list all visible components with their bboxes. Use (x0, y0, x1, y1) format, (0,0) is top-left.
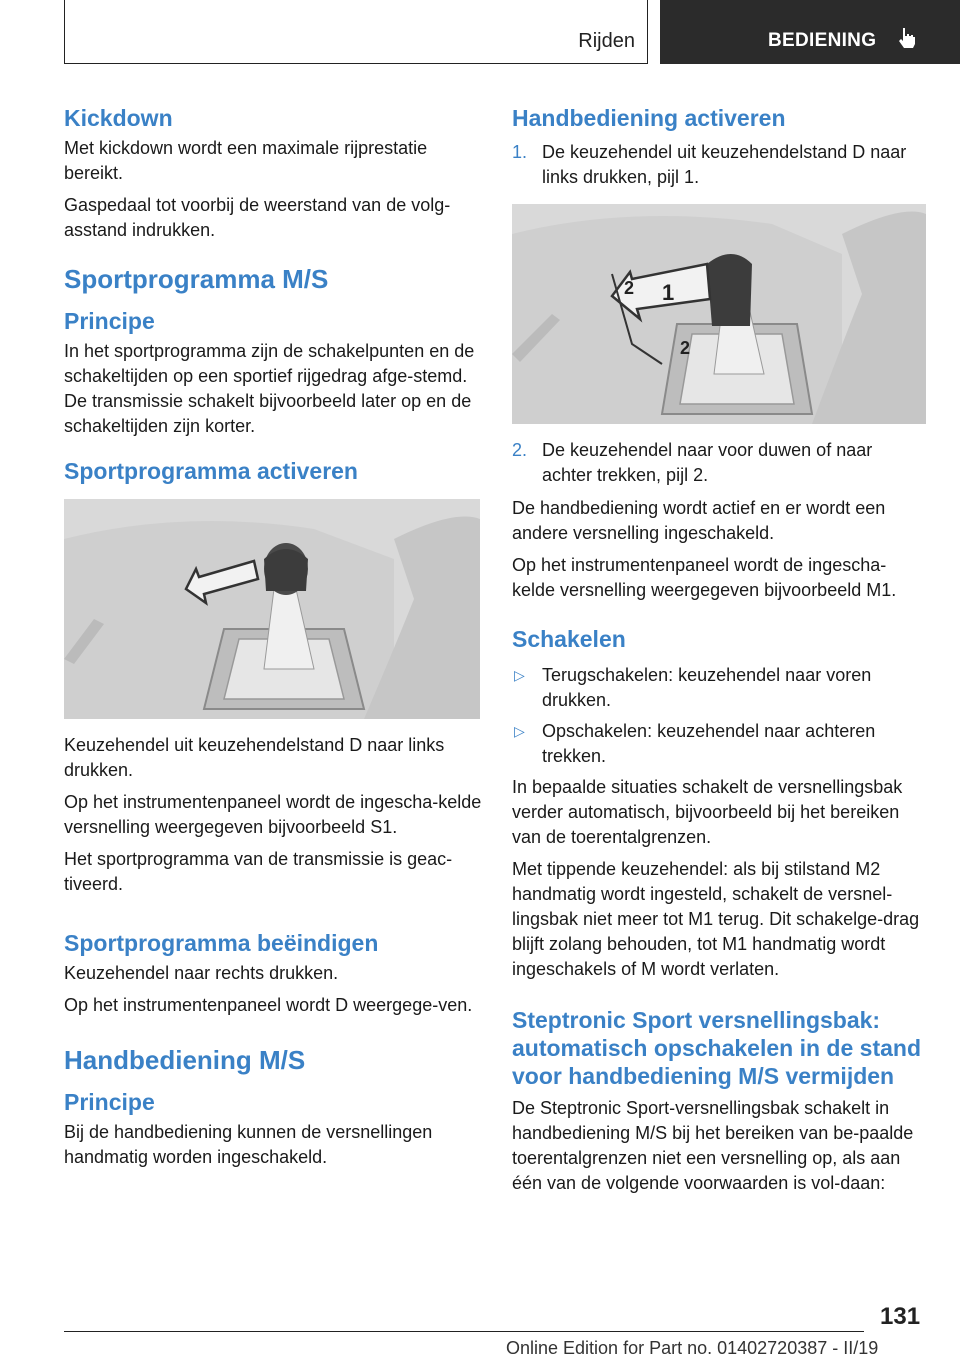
beeindigen-text-1: Keuzehendel naar rechts drukken. (64, 963, 339, 983)
section-title: BEDIENING (768, 30, 877, 51)
right-column (512, 96, 926, 1203)
steps-list-1 (512, 140, 926, 190)
bullet-text: Opschakelen: keuzehendel naar achteren trekken. (542, 721, 876, 766)
chapter-title: Rijden (578, 30, 635, 52)
step-text: De keuzehendel naar voor duwen of naar achter trekken, pijl 2. (542, 440, 873, 485)
hand-text-1: De handbediening wordt actief en er wordt een andere versnelling ingeschakeld. (512, 498, 886, 543)
beeindigen-text-2: Op het instrumentenpaneel wordt D weergege-ven. (64, 995, 473, 1015)
activeren-text-1: Keuzehendel uit keuzehendelstand D naar links drukken. (64, 735, 445, 780)
schakelen-heading: Schakelen (512, 626, 626, 652)
footer-divider (64, 1331, 864, 1332)
handbediening-activeren-heading: Handbediening activeren (512, 105, 786, 131)
gear-selector-left-push-figure (64, 499, 480, 719)
step-number: 2. (512, 440, 528, 460)
triangle-bullet-icon: ▷ (514, 723, 525, 739)
step-text: De keuzehendel uit keuzehendelstand D naar links drukken, pijl 1. (542, 142, 907, 187)
page-number: 131 (880, 1303, 921, 1330)
hand-pointer-icon (896, 26, 918, 50)
hand-principe-text: Bij de handbediening kunnen de versnellingen handmatig worden ingeschakeld. (64, 1122, 433, 1167)
hand-principe-heading: Principe (64, 1089, 155, 1115)
step-item (512, 140, 926, 190)
handbediening-heading: Handbediening M/S (64, 1045, 306, 1075)
schakelen-list (512, 663, 926, 769)
sportprogramma-heading: Sportprogramma M/S (64, 264, 329, 294)
activeren-text-2: Op het instrumentenpaneel wordt de ingescha-kelde versnelling weergegeven bijvoorbeeld S1. (64, 792, 482, 837)
bullet-text: Terugschakelen: keuzehendel naar voren drukken. (542, 665, 872, 710)
step-number: 1. (512, 142, 528, 162)
footer-edition: Online Edition for Part no. 01402720387 - II/19 (506, 1338, 879, 1358)
kickdown-text-1: Met kickdown wordt een maximale rijprestatie bereikt. (64, 138, 428, 183)
list-item (512, 663, 926, 713)
principe-heading: Principe (64, 308, 155, 334)
steps-list-2 (512, 438, 926, 488)
chapter-tab (64, 0, 648, 64)
gear-selector-manual-figure (512, 204, 926, 424)
kickdown-text-2: Gaspedaal tot voorbij de weerstand van de volg-asstand indrukken. (64, 195, 451, 240)
activeren-text-3: Het sportprogramma van de transmissie is geac-tiveerd. (64, 849, 453, 894)
steptronic-text: De Steptronic Sport-versnellingsbak schakelt in handbediening M/S bij het bereiken van be-paalde toerentalgrenzen niet een versnelling op, als aan één van de volgende voorwaarden is vol-daan: (512, 1098, 914, 1193)
section-tab (660, 0, 960, 64)
step-item (512, 438, 926, 488)
beeindigen-heading: Sportprogramma beëindigen (64, 930, 379, 956)
triangle-bullet-icon: ▷ (514, 667, 525, 683)
arrow-label-2-top: 2 (624, 278, 635, 298)
principe-text: In het sportprogramma zijn de schakelpunten en de schakeltijden op een sportief rijgedrag afge-stemd. De transmissie schakelt bijvoorbeeld later op en de schakeltijden zijn korter. (64, 341, 475, 436)
activeren-heading: Sportprogramma activeren (64, 458, 358, 484)
arrow-label-1: 1 (662, 280, 675, 305)
manual-shift-illustration (512, 204, 926, 424)
schakelen-text-2: Met tippende keuzehendel: als bij stilstand M2 handmatig wordt ingesteld, schakelt de versnel-lingsbak niet meer tot M1 terug. Dit schakelge-drag blijft zolang behouden, tot M1 handmatig wordt ingeschakels of M wordt verlaten. (512, 859, 920, 979)
steptronic-heading: Steptronic Sport versnellingsbak: automatisch opschakelen in de stand voor handbediening M/S vermijden (512, 1007, 921, 1089)
left-column (64, 96, 482, 1177)
kickdown-heading: Kickdown (64, 105, 173, 131)
arrow-label-2-bottom: 2 (680, 338, 691, 358)
gear-selector-illustration (64, 499, 480, 719)
list-item (512, 719, 926, 769)
hand-text-2: Op het instrumentenpaneel wordt de ingescha-kelde versnelling weergegeven bijvoorbeeld M1. (512, 555, 897, 600)
schakelen-text-1: In bepaalde situaties schakelt de versnellingsbak verder automatisch, bijvoorbeeld bij het bereiken van de toerentalgrenzen. (512, 777, 903, 847)
